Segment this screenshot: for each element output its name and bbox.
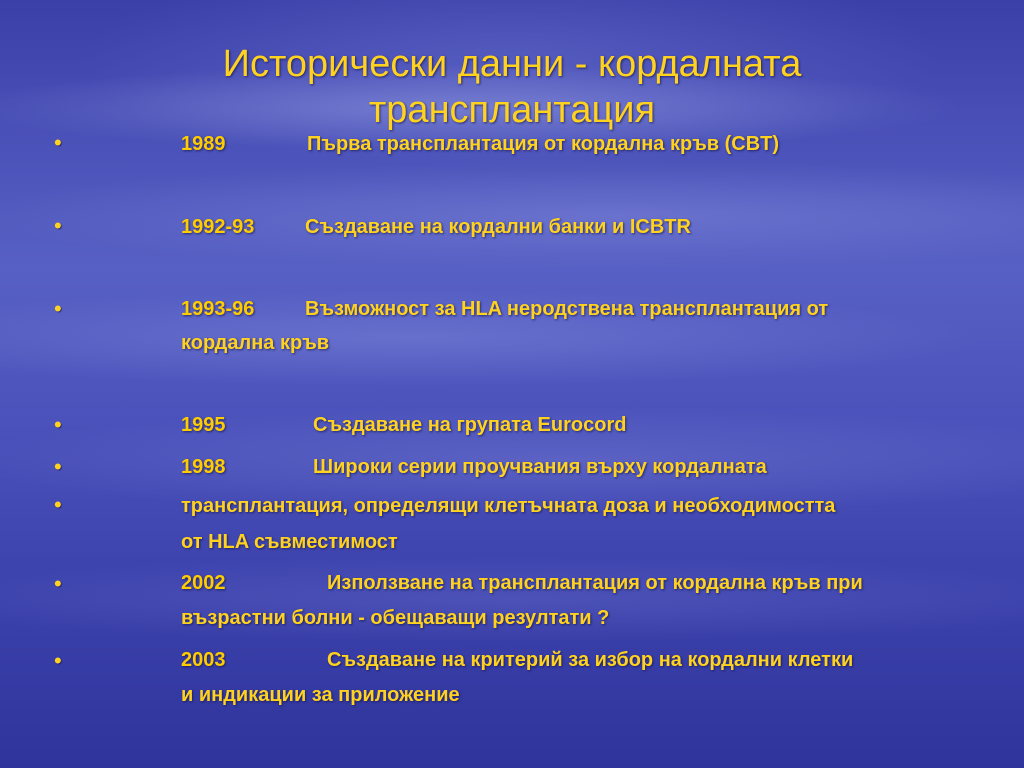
item-text: Създаване на групата Eurocord (313, 414, 627, 436)
item-year: 1995 (181, 414, 226, 436)
item-text: Създаване на критерий за избор на кордални клетки (327, 649, 854, 671)
bullet-icon: • (54, 571, 62, 596)
list-item-continuation: от HLA съвместимост (181, 531, 398, 553)
list-item (181, 566, 1001, 600)
list-item (181, 643, 1001, 677)
item-text: Използване на трансплантация от кордална кръв при (327, 572, 863, 594)
bullet-icon: • (54, 213, 62, 238)
item-year: 1998 (181, 456, 226, 478)
item-year: 2002 (181, 572, 226, 594)
item-text: Първа трансплантация от кордална кръв (CBT) (307, 133, 780, 155)
item-text: трансплантация, определящи клетъчната доза и необходимостта (181, 495, 836, 517)
bullet-icon: • (54, 454, 62, 479)
item-year: 1989 (181, 133, 226, 155)
bullet-icon: • (54, 492, 62, 517)
list-item-continuation: и индикации за приложение (181, 684, 460, 706)
list-item (181, 489, 1001, 523)
item-text: Широки серии проучвания върху кордалната (313, 456, 767, 478)
bullet-icon: • (54, 412, 62, 437)
item-text: Създаване на кордални банки и ICBTR (305, 216, 691, 238)
list-item (181, 210, 1001, 244)
item-year: 1992-93 (181, 216, 255, 238)
list-item-continuation: възрастни болни - обещаващи резултати ? (181, 607, 610, 629)
item-text: Възможност за HLA неродствена трансплантация от (305, 298, 829, 320)
list-item (181, 127, 1001, 161)
list-item (181, 292, 1001, 326)
slide-title-line-2: трансплантация (368, 89, 656, 132)
bullet-icon: • (54, 648, 62, 673)
list-item-continuation: кордална кръв (181, 332, 330, 354)
slide-title-line-1: Исторически данни - кордалната (222, 43, 802, 86)
item-year: 1993-96 (181, 298, 255, 320)
list-item (181, 450, 1001, 484)
bullet-icon: • (54, 296, 62, 321)
list-item (181, 408, 1001, 442)
bullet-icon: • (54, 130, 62, 155)
item-year: 2003 (181, 649, 226, 671)
